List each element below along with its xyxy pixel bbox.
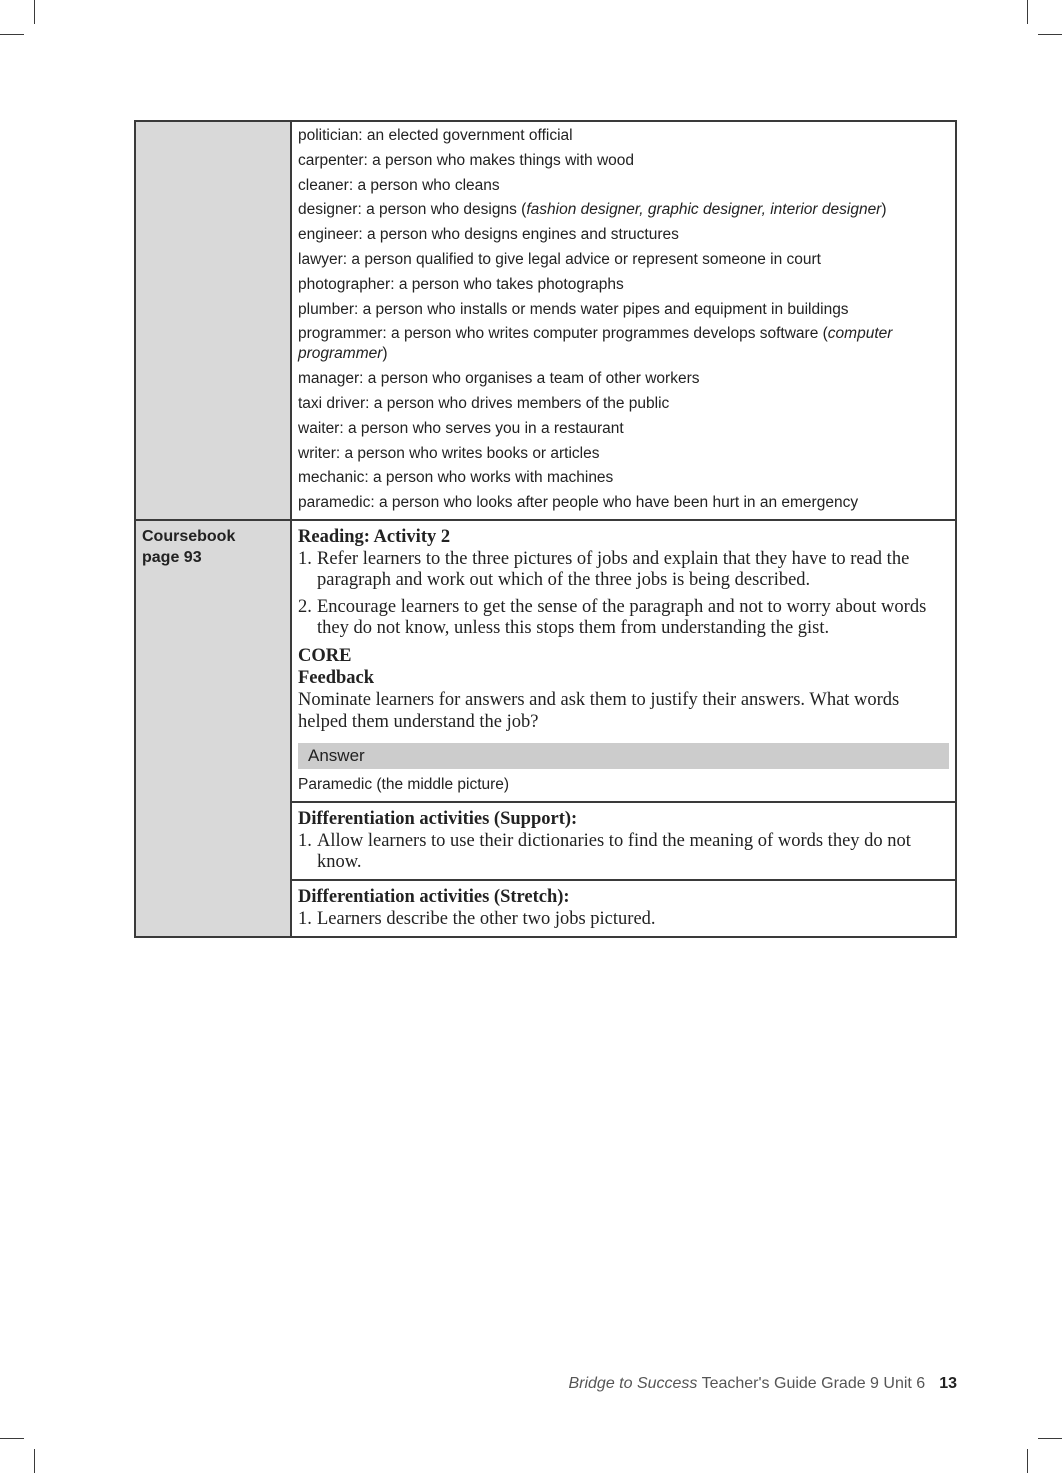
definition-item: cleaner: a person who cleans (298, 176, 500, 194)
crop-mark (1027, 1449, 1028, 1473)
answer-header: Answer (298, 743, 949, 769)
activity-row (136, 519, 955, 936)
step-number: 1. (298, 831, 312, 852)
definition-item: politician: an elected government official (298, 127, 573, 144)
job-definitions-list (292, 122, 955, 519)
support-cell (292, 801, 955, 879)
support-step (298, 831, 949, 873)
empty-label-cell (136, 122, 292, 519)
step-text: Allow learners to use their dictionaries to find the meaning of words they do not know. (317, 831, 911, 873)
page-footer (568, 1375, 957, 1393)
crop-mark (1038, 1438, 1062, 1439)
coursebook-label: Coursebook (142, 528, 236, 546)
definition-examples: fashion designer, graphic designer, interior designer (526, 201, 882, 219)
definition-item: plumber: a person who installs or mends water pipes and equipment in buildings (298, 300, 849, 318)
book-title: Bridge to Success (568, 1375, 698, 1392)
definition-item: lawyer: a person qualified to give legal advice or represent someone in court (298, 250, 821, 268)
definition-item (298, 200, 949, 220)
definition-item: mechanic: a person who works with machines (298, 469, 614, 487)
definition-item: manager: a person who organises a team of other workers (298, 370, 700, 388)
definition-item: carpenter: a person who makes things with wood (298, 151, 635, 169)
step-text: Encourage learners to get the sense of the paragraph and not to worry about words they do not know, unless this stops them from understanding the gist. (317, 597, 927, 639)
step-text: Refer learners to the three pictures of jobs and explain that they have to read the paragraph and work out which of the three jobs is being described. (317, 549, 910, 591)
definition-item: writer: a person who writes books or articles (298, 444, 600, 462)
feedback-label: Feedback (298, 668, 375, 689)
crop-mark (34, 1449, 35, 1473)
stretch-title: Differentiation activities (Stretch): (298, 887, 570, 908)
crop-mark (1027, 0, 1028, 24)
definition-text: programmer: a person who writes computer programmes develops software ( (298, 325, 828, 343)
guide-subtitle: Teacher's Guide Grade 9 Unit 6 (697, 1375, 926, 1392)
crop-mark (34, 0, 35, 24)
vocabulary-row (136, 122, 955, 519)
crop-mark (0, 1438, 24, 1439)
lesson-table (134, 120, 957, 938)
stretch-cell (292, 879, 955, 936)
stretch-step (298, 909, 949, 930)
coursebook-page: page 93 (142, 549, 202, 567)
crop-mark (1038, 34, 1062, 35)
feedback-text: Nominate learners for answers and ask them to justify their answers. What words helped them understand the job? (298, 690, 900, 733)
page-number: 13 (939, 1375, 957, 1392)
reading-activity-cell (292, 521, 955, 801)
support-title: Differentiation activities (Support): (298, 809, 578, 830)
definition-examples: computer programmer (298, 325, 893, 363)
activity-step (298, 549, 949, 591)
definition-text: ) (382, 345, 388, 363)
definition-text: designer: a person who designs ( (298, 201, 527, 219)
activity-title: Reading: Activity 2 (298, 527, 451, 548)
crop-mark (0, 34, 24, 35)
step-text: Learners describe the other two jobs pictured. (317, 909, 656, 930)
coursebook-reference (136, 521, 292, 936)
activity-step (298, 597, 949, 639)
step-number: 2. (298, 597, 312, 618)
definition-item: photographer: a person who takes photographs (298, 275, 624, 293)
definition-item (298, 324, 949, 364)
core-label: CORE (298, 646, 352, 667)
definition-text: ) (881, 201, 887, 219)
answer-text: Paramedic (the middle picture) (298, 776, 510, 794)
step-number: 1. (298, 909, 312, 930)
definition-item: engineer: a person who designs engines and structures (298, 226, 679, 244)
definition-item: waiter: a person who serves you in a restaurant (298, 419, 624, 437)
definition-item: paramedic: a person who looks after people who have been hurt in an emergency (298, 494, 859, 512)
definition-item: taxi driver: a person who drives members of the public (298, 394, 670, 412)
step-number: 1. (298, 549, 312, 570)
